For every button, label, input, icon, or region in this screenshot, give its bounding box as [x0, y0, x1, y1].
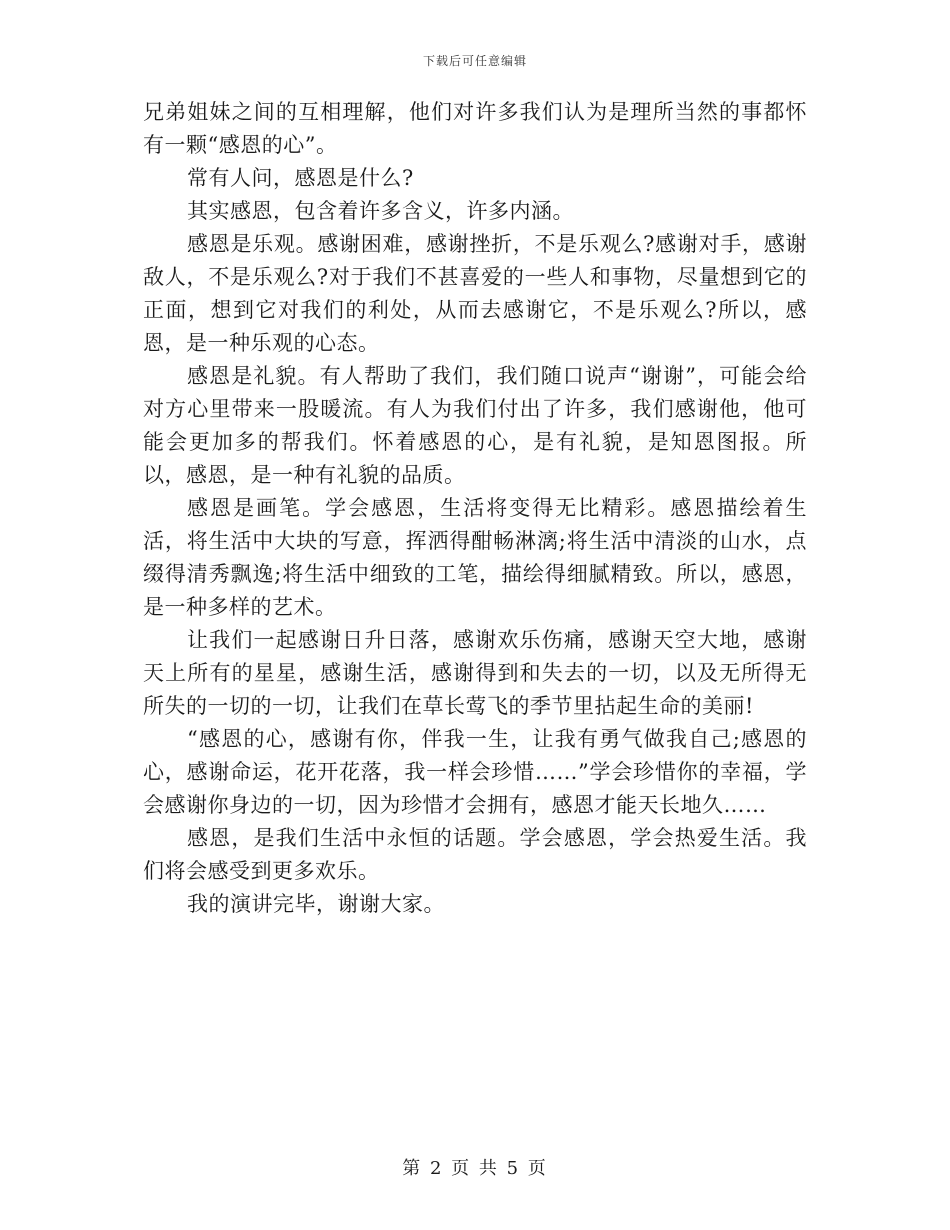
paragraph: 感恩是礼貌。有人帮助了我们，我们随口说声“谢谢”，可能会给对方心里带来一股暖流。有人为我们付出了许多，我们感谢他，他可能会更加多的帮我们。怀着感恩的心，是有礼貌，是知恩图报。所以，感恩，是一种有礼貌的品质。 — [143, 364, 807, 487]
paragraph: 让我们一起感谢日升日落，感谢欢乐伤痛，感谢天空大地，感谢天上所有的星星，感谢生活，感谢得到和失去的一切，以及无所得无所失的一切的一切，让我们在草长莺飞的季节里拈起生命的美丽! — [143, 628, 807, 718]
paragraph: 感恩是画笔。学会感恩，生活将变得无比精彩。感恩描绘着生活，将生活中大块的写意，挥洒得酣畅淋漓;将生活中清淡的山水，点缀得清秀飘逸;将生活中细致的工笔，描绘得细腻精致。所以，感恩，是一种多样的艺术。 — [143, 496, 807, 619]
page-header: 下载后可任意编辑 — [422, 54, 527, 68]
paragraph: “感恩的心，感谢有你，伴我一生，让我有勇气做我自己;感恩的心，感谢命运，花开花落，我一样会珍惜……”学会珍惜你的幸福，学会感谢你身边的一切，因为珍惜才会拥有，感恩才能天长地久…… — [143, 727, 807, 817]
paragraph: 感恩，是我们生活中永恒的话题。学会感恩，学会热爱生活。我们将会感受到更多欢乐。 — [143, 826, 807, 883]
paragraph: 常有人问，感恩是什么? — [187, 166, 414, 190]
paragraph: 其实感恩，包含着许多含义，许多内涵。 — [187, 199, 574, 223]
paragraph-closing: 我的演讲完毕，谢谢大家。 — [187, 892, 445, 916]
paragraph-continuation: 兄弟姐妹之间的互相理解，他们对许多我们认为是理所当然的事都怀有一颗“感恩的心”。 — [143, 100, 807, 157]
page-number: 第 2 页 共 5 页 — [402, 1158, 548, 1179]
paragraph: 感恩是乐观。感谢困难，感谢挫折，不是乐观么?感谢对手，感谢敌人，不是乐观么?对于我们不甚喜爱的一些人和事物，尽量想到它的正面，想到它对我们的利处，从而去感谢它，不是乐观么?所以，感恩，是一种乐观的心态。 — [143, 232, 807, 355]
document-body — [143, 96, 807, 921]
